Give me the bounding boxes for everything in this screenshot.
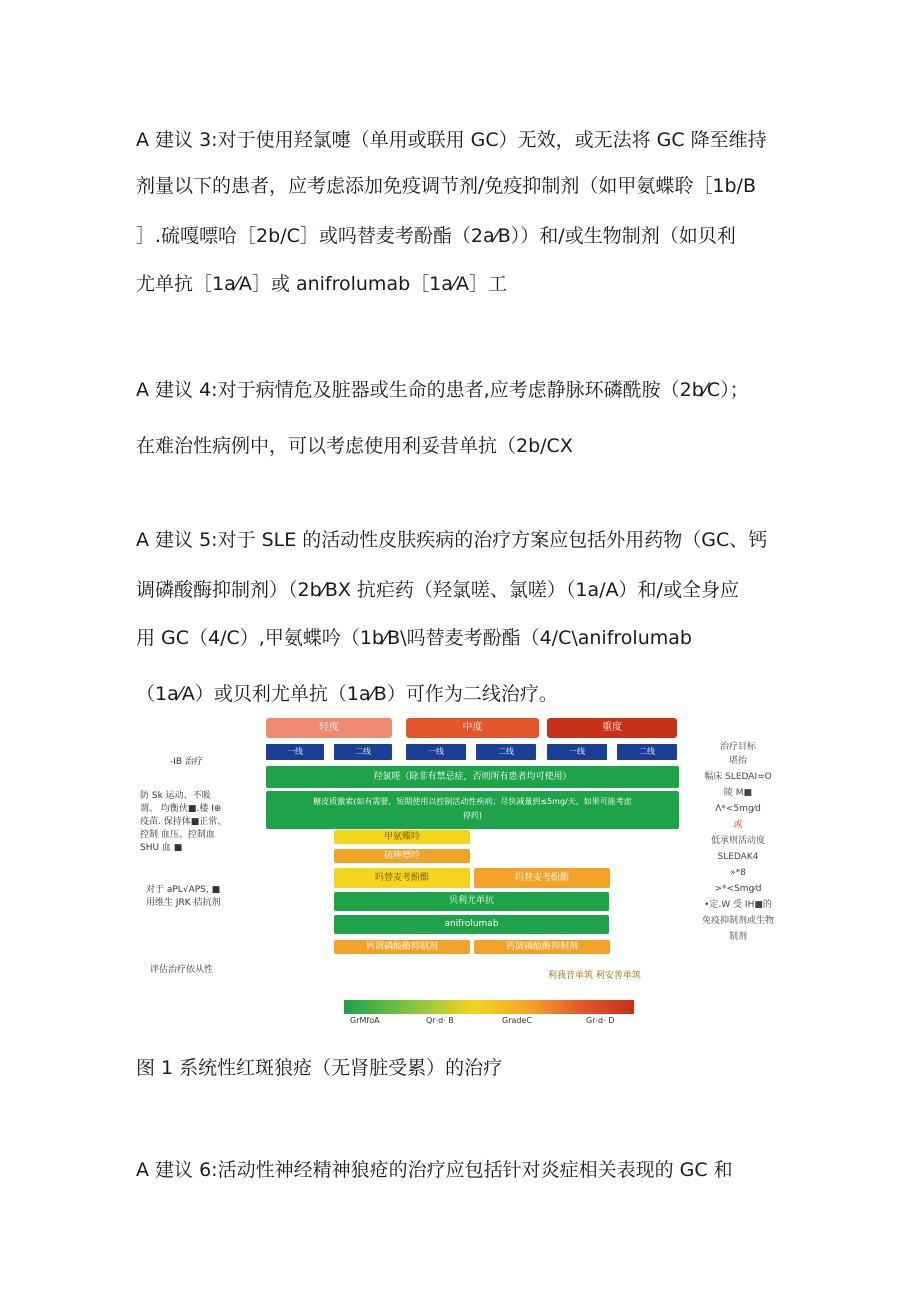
bar-mycophenolate-mild: 吗替麦考酚酯 bbox=[334, 868, 470, 888]
figure-caption: 图 1 系统性红斑狼疮（无肾脏受累）的治疗 bbox=[136, 1057, 503, 1079]
bar-cni-1: 钙调磷酸酶抑制剂 bbox=[334, 940, 470, 954]
bar-hydroxychloroquine: 羟氯嗟（除非有禁忌症，否则所有患者均可使用） bbox=[266, 766, 679, 788]
rec4-line-1: A 建议 4:对于病情危及脏器或生命的患者,应考虑静脉环磷酰胺（2b⁄C）； bbox=[136, 379, 749, 401]
goal-9: »*8 bbox=[730, 868, 746, 878]
recommendation-6 bbox=[136, 1158, 796, 1188]
bar-mycophenolate-severe: 吗替麦考酚酯 bbox=[474, 868, 610, 888]
grade-a: GrMfoA bbox=[350, 1016, 380, 1025]
rec3-line-2: 剂量以下的患者，应考虑添加免疫调节剂/免疫抑制剂（如甲氨蝶聆［1b/B bbox=[136, 175, 756, 197]
rec3-line-4: 尤单抗［1a⁄A］或 anifrolumab［1a⁄A］工 bbox=[136, 273, 508, 295]
bar-methotrexate: 甲氨蝶呤 bbox=[334, 830, 470, 844]
goal-6: 或 bbox=[733, 820, 743, 830]
severity-mild: 轻度 bbox=[266, 718, 392, 738]
left-note-4: 控制 血压、控制血 bbox=[140, 830, 215, 840]
grade-d: Gr·d· D bbox=[586, 1016, 615, 1025]
rec5-line-4: （1a⁄A）或贝利尤单抗（1a⁄B）可作为二线治疗。 bbox=[136, 683, 558, 705]
treatment-figure bbox=[136, 714, 796, 1030]
left-note-7: 用维生 JRK 拮抗剂 bbox=[146, 898, 221, 908]
bar-glucocorticoids bbox=[266, 791, 679, 829]
goal-11: •定.W 受 IH■的 bbox=[704, 900, 772, 910]
goal-3: 幅床 SLEDAI=O bbox=[704, 772, 772, 782]
goal-13: 制剂 bbox=[728, 932, 747, 942]
severity-severe: 重度 bbox=[547, 718, 677, 738]
goal-8: SLEDAK4 bbox=[717, 852, 759, 862]
goal-1: 治疗目标 bbox=[719, 742, 756, 752]
gc-line-2: 停药) bbox=[462, 811, 483, 820]
severe-first-line: 一线 bbox=[547, 744, 607, 760]
rec3-line-3: ］.硫嘎嘌哈［2b/C］或吗替麦考酚酯（2a⁄B））和/或生物制剂（如贝利 bbox=[136, 225, 736, 247]
bar-azathioprine: 硫唑嘌呤 bbox=[334, 849, 470, 863]
left-note-3: 疫苗. 保持体■正常、 bbox=[140, 817, 227, 827]
severe-second-line: 二线 bbox=[617, 744, 677, 760]
bar-cni-2: 钙调磷酸酶抑制剂 bbox=[474, 940, 610, 954]
severity-moderate: 中度 bbox=[406, 718, 539, 738]
goal-5: Λ*<5mg⁄d bbox=[715, 804, 761, 814]
moderate-first-line: 一线 bbox=[406, 744, 466, 760]
goal-10: >*<Smg⁄d bbox=[714, 884, 762, 894]
rec5-line-2: 调磷酸酶抑制剂）（2b⁄BX 抗疟药（羟氯嗟、氯嗟）（1a/A）和/或全身应 bbox=[136, 579, 739, 601]
grade-gradient bbox=[344, 1000, 634, 1014]
goal-12: 免疫抑制剂或生物 bbox=[701, 916, 774, 926]
recommendation-4 bbox=[136, 378, 796, 468]
recommendation-5 bbox=[136, 528, 796, 708]
bar-belimumab: 贝利尤单抗 bbox=[334, 892, 609, 911]
rec6-line-1: A 建议 6:活动性神经精神狼疮的治疗应包括针对炎症相关表现的 GC 和 bbox=[136, 1159, 733, 1181]
rec5-line-3: 用 GC（4/C）,甲氨蝶吟（1b⁄B\吗替麦考酚酯（4/C\anifrolumab bbox=[136, 627, 692, 649]
gc-line-1: 糖皮质激素(如有需要，短期使用以控制活动性疾病；尽快减量到≤5mg/天，如果可能考虑 bbox=[313, 797, 632, 806]
rec4-line-2: 在难治性病例中，可以考虑使用利妥昔单抗（2b/CX bbox=[136, 435, 573, 457]
rec3-line-1: A 建议 3:对于使用羟氯嚏（单用或联用 GC）无效，或无法将 GC 降至维持 bbox=[136, 129, 767, 151]
left-note-5: SHU 血 ■ bbox=[140, 843, 183, 853]
recommendation-3 bbox=[136, 128, 796, 308]
moderate-second-line: 二线 bbox=[476, 744, 536, 760]
rec5-line-1: A 建议 5:对于 SLE 的活动性皮肤疾病的治疗方案应包括外用药物（GC、钙 bbox=[136, 529, 768, 551]
grade-c: GradeC bbox=[502, 1016, 532, 1025]
mild-second-line: 二线 bbox=[334, 744, 392, 760]
left-note-1: 防 Sk 运动、不吸 bbox=[140, 791, 211, 801]
left-note-2: 谓、 均衡伙■.楼 I⊕ bbox=[140, 804, 222, 814]
rituximab-note: 利我昔单筑 利安善单筑 bbox=[548, 971, 641, 981]
goal-4: 陵 M■ bbox=[723, 788, 753, 798]
goal-7: 低承则活动度 bbox=[710, 836, 765, 846]
left-note-6: 对于 aPL√APS, ■ bbox=[146, 885, 221, 895]
goal-2: 堪抬 bbox=[728, 756, 747, 766]
bar-anifrolumab: anifrolumab bbox=[334, 915, 609, 934]
left-label: -IB 治疗 bbox=[170, 757, 203, 767]
mild-first-line: 一线 bbox=[266, 744, 324, 760]
grade-b: Qr·d· B bbox=[426, 1016, 454, 1025]
left-note-8: 评估治疗依从性 bbox=[150, 965, 214, 975]
